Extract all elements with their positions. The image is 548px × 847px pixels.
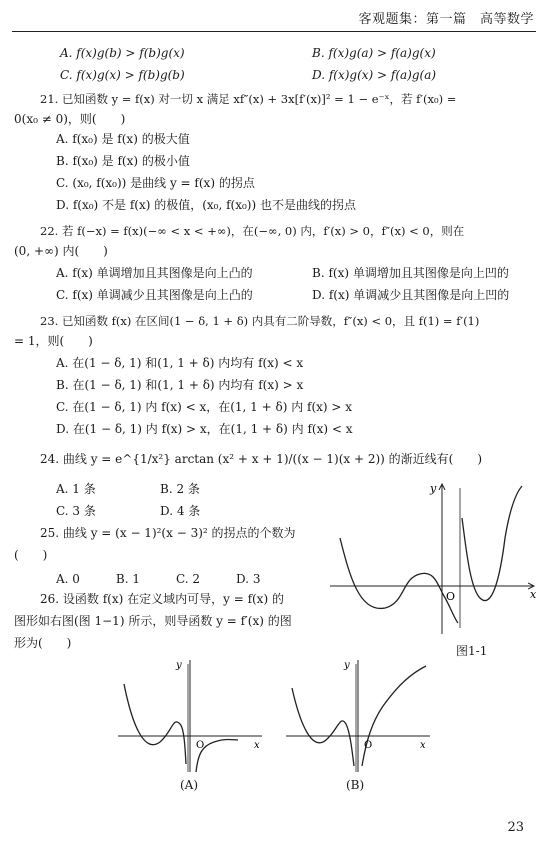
option-line: B. f(x₀) 是 f(x) 的极小值: [56, 154, 190, 168]
option-line: A. f(x) 单调增加且其图像是向上凸的: [56, 266, 253, 280]
figure-caption: (B): [346, 778, 365, 792]
y-label: y: [176, 660, 182, 671]
option-line: A. 0 B. 1 C. 2 D. 3: [56, 572, 261, 586]
figure-1-1: [330, 478, 540, 638]
origin-label: O: [196, 740, 205, 751]
curve: [340, 538, 458, 623]
option-line: C. (x₀, f(x₀)) 是曲线 y = f(x) 的拐点: [56, 176, 255, 190]
x-label: x: [530, 588, 537, 601]
curve: [124, 684, 186, 764]
question-23-cont: = 1，则( ): [14, 334, 93, 348]
y-label: y: [344, 660, 350, 671]
header-rule: [12, 31, 536, 32]
option-line: D. f(x) 单调减少且其图像是向上凹的: [312, 288, 510, 302]
question-24: 24. 曲线 y = e^{1/x²} arctan (x² + x + 1)/((x − 1)(x + 2)) 的渐近线有( ): [40, 452, 482, 466]
curve: [292, 688, 354, 766]
curve: [362, 666, 426, 766]
question-23: 23. 已知函数 f(x) 在区间(1 − δ, 1 + δ) 内具有二阶导数，f″(x) < 0，且 f(1) = f′(1): [40, 314, 480, 328]
option-line: C. 3 条: [56, 504, 96, 518]
option-line: A. 在(1 − δ, 1) 和(1, 1 + δ) 内均有 f(x) < x: [56, 356, 304, 370]
figure-caption: (A): [180, 778, 199, 792]
curve: [462, 486, 522, 601]
y-label: y: [430, 482, 437, 495]
option-line: D. 4 条: [160, 504, 201, 518]
option-line: A. 1 条: [56, 482, 96, 496]
question-22-cont: (0, +∞) 内( ): [14, 244, 108, 258]
option-line: C. 在(1 − δ, 1) 内 f(x) < x，在(1, 1 + δ) 内 f(x) > x: [56, 400, 353, 414]
origin-label: O: [446, 590, 456, 603]
question-26-cont: 图形如右图(图 1−1) 所示，则导函数 y = f′(x) 的图: [14, 614, 292, 628]
option-line: D. 在(1 − δ, 1) 内 f(x) > x，在(1, 1 + δ) 内 f(x) < x: [56, 422, 353, 436]
option-line: B. 2 条: [160, 482, 200, 496]
option-line: B. f(x)g(a) > f(a)g(x): [312, 46, 436, 60]
figure-caption: 图1-1: [456, 644, 488, 658]
option-line: C. f(x)g(x) > f(b)g(b): [60, 68, 185, 82]
question-21: 21. 已知函数 y = f(x) 对一切 x 满足 xf″(x) + 3x[f′(x)]² = 1 − e⁻ˣ，若 f′(x₀) =: [40, 92, 457, 106]
question-25: 25. 曲线 y = (x − 1)²(x − 3)² 的拐点的个数为: [40, 526, 296, 540]
option-line: B. f(x) 单调增加且其图像是向上凹的: [312, 266, 509, 280]
x-label: x: [254, 740, 260, 751]
question-26: 26. 设函数 f(x) 在定义域内可导，y = f(x) 的: [40, 592, 284, 606]
option-line: D. f(x₀) 不是 f(x) 的极值，(x₀, f(x₀)) 也不是曲线的拐点: [56, 198, 356, 212]
question-22: 22. 若 f(−x) = f(x)(−∞ < x < +∞)，在(−∞, 0) 内，f′(x) > 0，f″(x) < 0，则在: [40, 224, 465, 238]
origin-label: O: [364, 740, 373, 751]
page-number: 23: [507, 820, 524, 835]
x-label: x: [420, 740, 426, 751]
option-line: A. f(x)g(b) > f(b)g(x): [60, 46, 185, 60]
question-26-cont: 形为( ): [14, 636, 72, 650]
option-line: C. f(x) 单调减少且其图像是向上凸的: [56, 288, 253, 302]
option-line: B. 在(1 − δ, 1) 和(1, 1 + δ) 内均有 f(x) > x: [56, 378, 304, 392]
question-21-cont: 0(x₀ ≠ 0)，则( ): [14, 112, 126, 126]
question-25-cont: ( ): [14, 548, 48, 562]
option-line: A. f(x₀) 是 f(x) 的极大值: [56, 132, 190, 146]
figure-b: [286, 654, 434, 774]
page-header: 客观题集：第一篇 高等数学: [358, 12, 534, 27]
option-line: D. f(x)g(x) > f(a)g(a): [312, 68, 437, 82]
figure-a: [118, 654, 266, 774]
